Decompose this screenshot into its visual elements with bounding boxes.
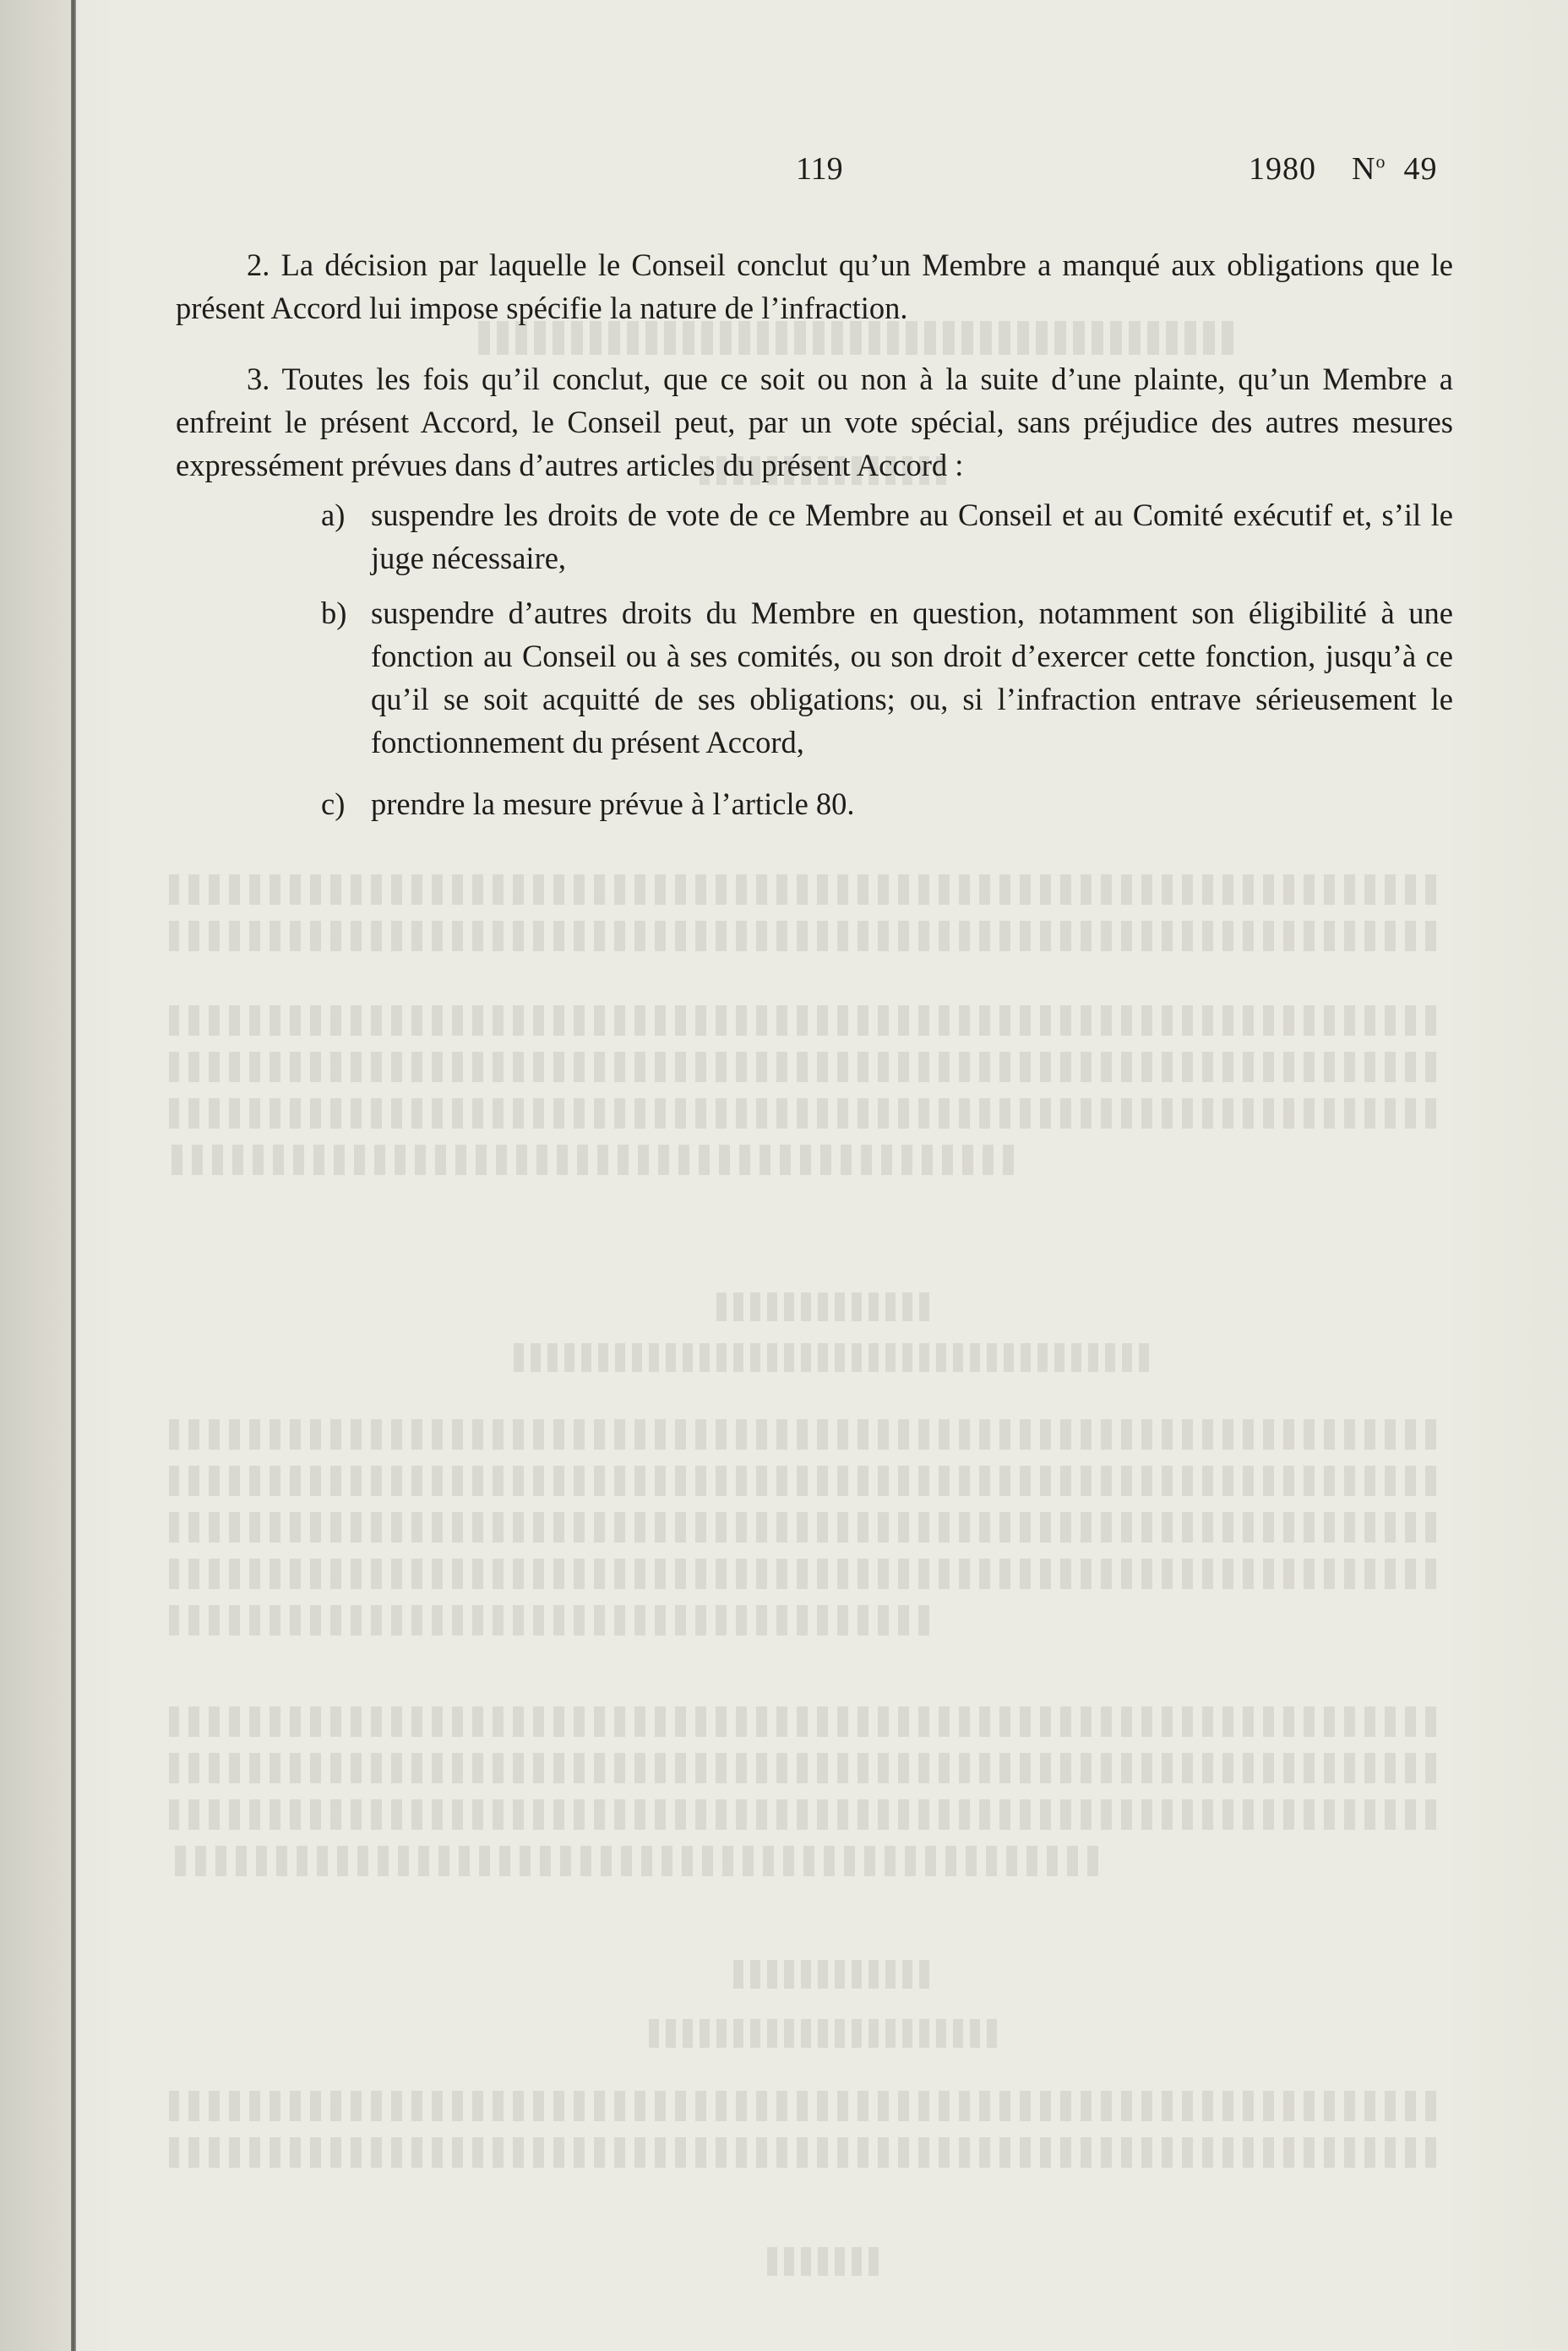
paragraph-3: 3. Toutes les fois qu’il conclut, que ce soit ou non à la suite d’une plainte, qu’un Membre a enfreint le présent Accord, le Conseil peut, par un vote spécial, sans préjudice des autres mesures expressément prévues dans d’autres articles du présent Accord :	[176, 362, 1453, 482]
number-superscript: o	[1375, 150, 1386, 172]
paragraph-2: 2. La décision par laquelle le Conseil conclut qu’un Membre a manqué aux obligations que le présent Accord lui impose spécifie la nature de l’infraction.	[176, 248, 1453, 325]
list-item-a	[248, 493, 1453, 580]
binding-edge	[71, 0, 76, 2351]
page-number: 119	[796, 151, 843, 187]
list-item-b	[248, 591, 1453, 764]
body-text	[176, 243, 1453, 825]
list-marker-b: b)	[321, 596, 347, 630]
document-number: 49	[1403, 151, 1438, 187]
list-text-a: suspendre les droits de vote de ce Membre au Conseil et au Comité exécutif et, s’il le juge nécessaire,	[371, 498, 1453, 575]
list-item-c	[248, 782, 1453, 825]
document-reference	[1249, 150, 1437, 188]
year: 1980	[1249, 151, 1316, 187]
list-text-c: prendre la mesure prévue à l’article 80.	[371, 786, 855, 821]
number-prefix: N	[1352, 151, 1376, 187]
list-text-b: suspendre d’autres droits du Membre en question, notamment son éligibilité à une fonction au Conseil ou à ses comités, ou son droit d’exercer cette fonction, jusqu’à ce qu’il se soit acquitté de ses obligations; ou, si l’infraction entrave sérieusement le fonctionnement du présent Accord,	[371, 596, 1453, 759]
measures-list	[176, 493, 1453, 825]
page-header	[0, 150, 1568, 191]
binding-shadow	[0, 0, 71, 2351]
list-marker-c: c)	[321, 786, 346, 821]
list-marker-a: a)	[321, 498, 346, 532]
